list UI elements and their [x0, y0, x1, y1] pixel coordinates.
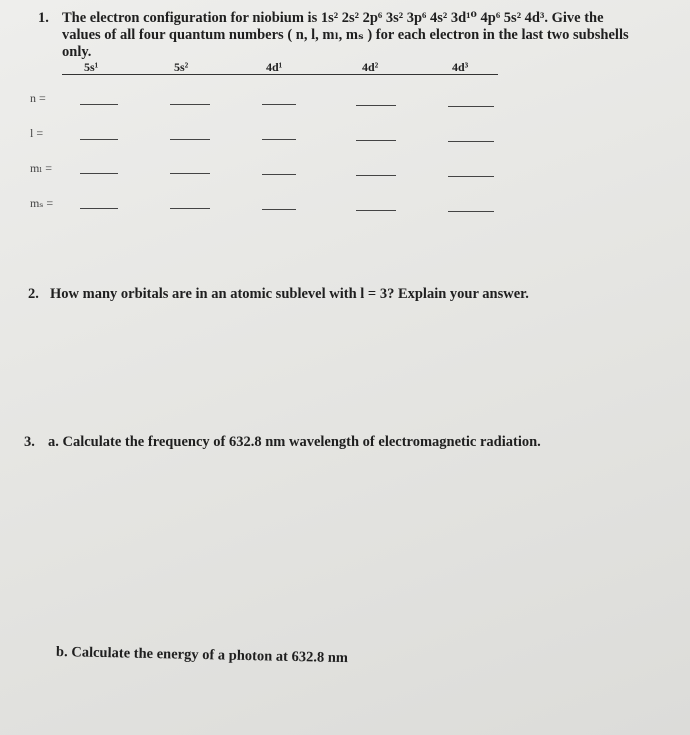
- answer-blank-n-4d3[interactable]: [448, 106, 494, 107]
- row-label-l: l =: [30, 126, 44, 140]
- col-header-5s2: 5s²: [174, 60, 189, 74]
- q3-number: 3.: [24, 434, 35, 450]
- col-header-4d1: 4d¹: [266, 60, 283, 74]
- q1-number: 1.: [38, 10, 49, 26]
- answer-blank-n-4d1[interactable]: [262, 104, 296, 105]
- answer-blank-l-4d2[interactable]: [356, 140, 396, 141]
- answer-blank-ml-5s2[interactable]: [170, 173, 210, 174]
- q1-line3: only.: [62, 44, 92, 60]
- q2-number: 2.: [28, 286, 39, 302]
- answer-blank-ml-4d3[interactable]: [448, 176, 494, 177]
- q1-line2: values of all four quantum numbers ( n, l, mₗ, mₛ ) for each electron in the last two subshells: [62, 27, 629, 43]
- col-header-4d2: 4d²: [362, 60, 379, 74]
- answer-blank-ms-4d1[interactable]: [262, 209, 296, 210]
- col-header-4d3: 4d³: [452, 60, 469, 74]
- q1-line1: The electron configuration for niobium is 1s² 2s² 2p⁶ 3s² 3p⁶ 4s² 3d¹⁰ 4p⁶ 5s² 4d³. Give the: [62, 10, 604, 26]
- q3a-text: a. Calculate the frequency of 632.8 nm wavelength of electromagnetic radiation.: [48, 434, 541, 450]
- row-label-ms: mₛ =: [30, 196, 54, 210]
- answer-blank-ms-5s2[interactable]: [170, 208, 210, 209]
- answer-blank-n-4d2[interactable]: [356, 105, 396, 106]
- answer-blank-l-5s1[interactable]: [80, 139, 118, 140]
- answer-blank-l-4d1[interactable]: [262, 139, 296, 140]
- q2-text: How many orbitals are in an atomic sublevel with l = 3? Explain your answer.: [50, 286, 529, 302]
- row-label-n: n =: [30, 91, 46, 105]
- answer-blank-l-4d3[interactable]: [448, 141, 494, 142]
- row-label-ml: mₗ =: [30, 161, 53, 175]
- answer-blank-ms-4d2[interactable]: [356, 210, 396, 211]
- header-underline: [62, 74, 498, 75]
- answer-blank-l-5s2[interactable]: [170, 139, 210, 140]
- answer-blank-n-5s1[interactable]: [80, 104, 118, 105]
- answer-blank-ms-5s1[interactable]: [80, 208, 118, 209]
- col-header-5s1: 5s¹: [84, 60, 99, 74]
- answer-blank-ms-4d3[interactable]: [448, 211, 494, 212]
- answer-blank-ml-4d2[interactable]: [356, 175, 396, 176]
- answer-blank-ml-4d1[interactable]: [262, 174, 296, 175]
- q3b-text: b. Calculate the energy of a photon at 632.8 nm: [55, 644, 349, 667]
- answer-blank-n-5s2[interactable]: [170, 104, 210, 105]
- answer-blank-ml-5s1[interactable]: [80, 173, 118, 174]
